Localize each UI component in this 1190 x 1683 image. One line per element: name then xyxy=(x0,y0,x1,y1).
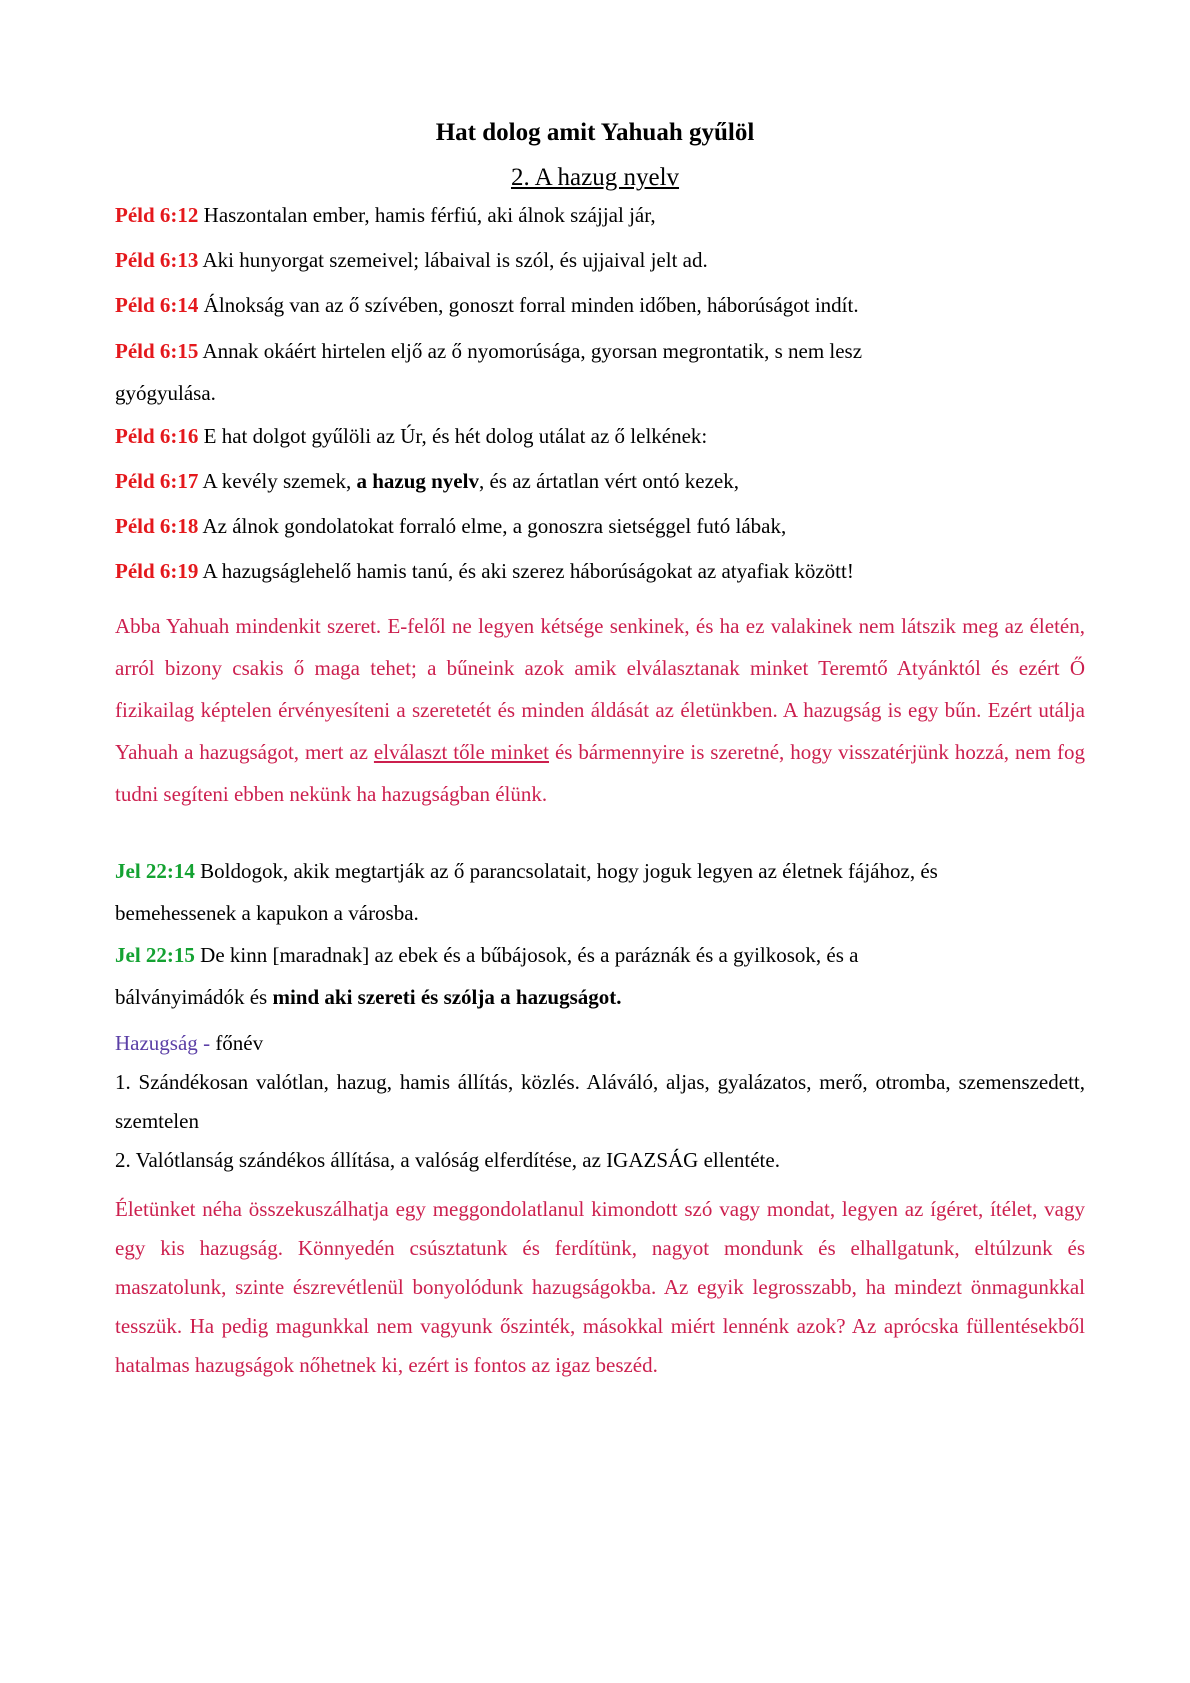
verse-text-line2: bálványimádók és xyxy=(115,985,268,1009)
verse-pld-6-19 xyxy=(115,550,1085,592)
verse-text-line1: De kinn [maradnak] az ebek és a bűbájosok, és a paráznák és a gyilkosok, és a xyxy=(200,943,859,967)
commentary-underlined: elválaszt tőle minket xyxy=(373,740,550,764)
commentary-paragraph-1 xyxy=(115,605,1085,815)
verse-reference: Péld 6:16 xyxy=(115,424,199,448)
verse-reference: Péld 6:19 xyxy=(115,559,199,583)
commentary-paragraph-2: Életünket néha összekuszálhatja egy meggondolatlanul kimondott szó vagy mondat, legyen az ígéret, ítélet, vagy egy kis hazugság. Könnyedén csúsztatunk és ferdítünk, nagyot mondunk és elhallgatunk, eltúlzunk és maszatolunk, szinte észrevétlenül bonyolódunk hazugságokba. Az egyik legrosszabb, ha mindezt önmagunkkal tesszük. Ha pedig magunkkal nem vagyunk őszinték, másokkal miért lennénk azok? Az aprócska füllentésekből hatalmas hazugságok nőhetnek ki, ezért is fontos az igaz beszéd. xyxy=(115,1197,1085,1377)
verse-text-line1: Annak okáért hirtelen eljő az ő nyomorúsága, gyorsan megrontatik, s nem lesz xyxy=(202,339,863,363)
verse-text: Az álnok gondolatokat forraló elme, a gonoszra sietséggel futó lábak, xyxy=(202,514,787,538)
definition-block xyxy=(115,1024,1085,1180)
verse-reference: Péld 6:12 xyxy=(115,203,199,227)
verse-text-bold: a hazug nyelv xyxy=(356,469,479,493)
verse-text-line2: gyógyulása. xyxy=(115,381,216,405)
definition-dash: - xyxy=(203,1031,211,1055)
verse-pld-6-12 xyxy=(115,194,1085,236)
verse-text-after: , és az ártatlan vért ontó kezek, xyxy=(478,469,740,493)
definition-item-1: 1. Szándékosan valótlan, hazug, hamis állítás, közlés. Aláváló, aljas, gyalázatos, merő, otromba, szemenszedett, szemtelen xyxy=(115,1070,1085,1133)
verse-text-before: A kevély szemek, xyxy=(202,469,352,493)
document-subtitle xyxy=(0,163,1190,193)
verse-text: E hat dolgot gyűlöli az Úr, és hét dolog utálat az ő lelkének: xyxy=(203,424,708,448)
verse-reference: Péld 6:13 xyxy=(115,248,199,272)
definition-term: Hazugság xyxy=(115,1031,198,1055)
verse-text: Aki hunyorgat szemeivel; lábaival is szól, és ujjaival jelt ad. xyxy=(202,248,708,272)
verse-reference: Péld 6:17 xyxy=(115,469,199,493)
definition-item-2: 2. Valótlanság szándékos állítása, a valóság elferdítése, az IGAZSÁG ellentéte. xyxy=(115,1148,780,1172)
verse-text: Álnokság van az ő szívében, gonoszt forral minden időben, háborúságot indít. xyxy=(203,293,859,317)
verse-pld-6-18 xyxy=(115,505,1085,547)
definition-part-of-speech: főnév xyxy=(215,1031,264,1055)
verse-text-line2: bemehessenek a kapukon a városba. xyxy=(115,901,419,925)
verse-text: Haszontalan ember, hamis férfiú, aki álnok szájjal jár, xyxy=(203,203,656,227)
verse-pld-6-15 xyxy=(115,330,1085,414)
verse-text: A hazugságlehelő hamis tanú, és aki szerez háborúságokat az atyafiak között! xyxy=(202,559,854,583)
verse-jel-22-15 xyxy=(115,934,1085,1018)
verse-text-line1: Boldogok, akik megtartják az ő parancsolatait, hogy joguk legyen az életnek fájához, és xyxy=(200,859,938,883)
verse-pld-6-16 xyxy=(115,415,1085,457)
verse-reference: Péld 6:14 xyxy=(115,293,199,317)
verse-pld-6-13 xyxy=(115,239,1085,281)
verse-jel-22-14 xyxy=(115,850,1085,934)
commentary-text-after: és bármennyire is szeretné, hogy visszatérjünk hozzá, nem fog tudni segíteni ebben nekünk ha hazugságban élünk. xyxy=(115,740,1086,806)
subtitle-text: 2. A hazug nyelv xyxy=(510,164,680,191)
verse-reference: Péld 6:15 xyxy=(115,339,199,363)
verse-reference: Jel 22:14 xyxy=(115,859,195,883)
document-title: Hat dolog amit Yahuah gyűlöl xyxy=(435,119,755,146)
commentary-text: Abba Yahuah mindenkit szeret. E-felől ne legyen kétsége senkinek, és ha ez valakinek nem látszik meg az életén, arról bizony csakis ő maga tehet; a bűneink azok amik elválasztanak minket Teremtő Atyánktól és ezért Ő fizikailag képtelen érvényesíteni a szeretetét és minden áldását az életünkben. A hazugság is egy bűn. Ezért utálja Yahuah a hazugságot, mert az xyxy=(115,614,1085,764)
verse-text-bold: mind aki szereti és szólja a hazugságot. xyxy=(272,985,622,1009)
verse-reference: Péld 6:18 xyxy=(115,514,199,538)
verse-pld-6-17 xyxy=(115,460,1085,502)
verse-reference: Jel 22:15 xyxy=(115,943,195,967)
verse-pld-6-14 xyxy=(115,284,1085,326)
